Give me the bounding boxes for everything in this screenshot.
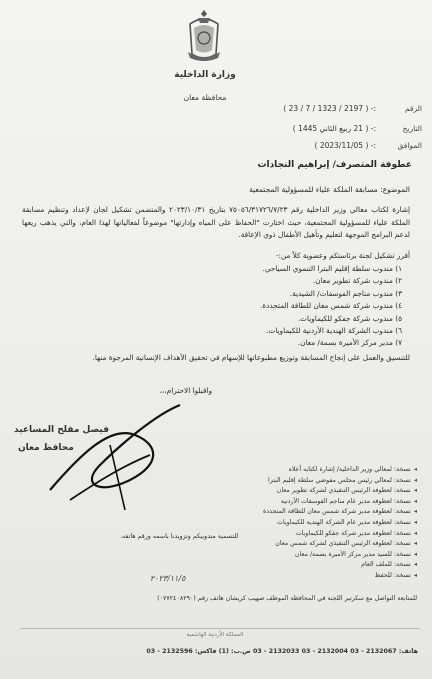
- copy-item: [263, 539, 417, 550]
- gregorian-date-label: الموافق: [397, 141, 422, 150]
- footer-phones: هاتف: 2132067 - 03 2132004 - 03 2132033 - 03 ص.ب: (1) فاكس: 2132596 - 03: [146, 648, 418, 655]
- copy-text: نسخة: لعطوفة الرئيس التنفيذي لشركة تطوير معان: [276, 487, 411, 495]
- copy-item: [263, 497, 417, 508]
- committee-intro: أقرر تشكيل لجنة برئاستكم وعضوية كلاً من:-: [275, 251, 410, 260]
- copy-text: نسخة: لعطوفة مدير شركة جفكو للكيماويات: [295, 529, 411, 537]
- reference-number-label: الرقم: [404, 104, 422, 113]
- copy-item: [263, 465, 417, 476]
- bullet-icon: ◂: [413, 550, 417, 558]
- footer-divider: [20, 628, 420, 629]
- copy-text: نسخة: لعطوفة الرئيس التنفيذي لشركة شمس معان: [275, 540, 411, 548]
- ministry-name: وزارة الداخلية: [174, 70, 236, 80]
- copy-item: [263, 476, 417, 487]
- representatives-list: [260, 263, 402, 350]
- bullet-icon: ◂: [413, 487, 417, 495]
- signatory-name: فيصل مفلح المساعيد: [14, 425, 110, 435]
- hijri-date-row: [293, 124, 422, 133]
- copy-item: [263, 550, 417, 561]
- addressee: عطوفة المتصرف/ إبراهيم النجادات: [257, 160, 412, 170]
- list-item: ٦) مندوب الشركة الهندية الأردنية للكيماويات.: [266, 326, 402, 336]
- list-item: ٤) مندوب شركة شمس معان للطاقة المتجددة.: [259, 301, 402, 311]
- copies-list: [263, 465, 417, 582]
- bullet-icon: ◂: [413, 476, 417, 484]
- coat-of-arms-icon: [184, 8, 224, 68]
- closing-paragraph: للتنسيق والعمل على إنجاح المسابقة وتوزيع مطبوعاتها للإسهام في تحقيق الأهداف الإنسانية المرجوة منها.: [92, 353, 410, 362]
- copy-item: [263, 571, 417, 582]
- gregorian-date-value: :- ( 2023/11/05 ): [314, 141, 376, 150]
- copy-item: [263, 560, 417, 571]
- gregorian-date-row: [315, 141, 422, 150]
- list-item: ٥) مندوب شركة جفكو للكيماويات.: [297, 313, 402, 323]
- footer-country: المملكة الأردنية الهاشمية: [186, 632, 244, 638]
- bullet-icon: ◂: [413, 540, 417, 548]
- subject-line: الموضوع: مسابقة الملكة علياء للمسؤولية المجتمعية: [249, 185, 410, 194]
- regards-line: واقبلوا الاحترام،،،: [159, 386, 212, 395]
- hijri-date-value: :- ( 21 ربيع الثاني 1445 ): [292, 124, 376, 133]
- copy-text: نسخة: لعطوفة مدير عام مناجم الفوسفات الأردنية: [280, 497, 411, 505]
- handwritten-date: ٢٠٢٣/١١/٥: [150, 574, 186, 583]
- body-paragraph: إشارة لكتاب معالي وزير الداخلية رقم ٧٥٠٥٦/٣١٧٢٦/٧/٢٣ بتاريخ ٢٠٢٣/١٠/٣١ والمتضمن تشكيل لجان لإعداد وتنظيم مسابقة الملكة علياء للمسؤولية المجتمعية، حيث اختارت "الحفاظ على المياه وإدارتها" موضوعاً لفعالياتها لهذا العام، والتي يذهب ريعها لدعم البرامج الموجهة لتعليم وتأهيل الأطفال ذوي الإعاقة.: [22, 205, 410, 239]
- copy-text: نسخة: لعطوفة مدير شركة شمس معان للطاقة المتجددة: [263, 508, 411, 516]
- copy-item: [263, 529, 417, 540]
- list-item: ١) مندوب سلطة إقليم البترا التنموي السياحي.: [262, 264, 402, 273]
- list-item: ٢) مندوب شركة تطوير معان.: [312, 276, 402, 286]
- handwritten-signature-icon: [40, 395, 190, 515]
- copy-item: [263, 486, 417, 497]
- hijri-date-label: التاريخ: [402, 124, 422, 133]
- bullet-icon: ◂: [413, 529, 417, 537]
- copy-text: نسخة: لمعالي وزير الداخلية/ إشارة لكتابه أعلاه: [288, 466, 411, 473]
- copy-text: نسخة: للحفظ: [374, 571, 411, 579]
- bullet-icon: ◂: [413, 508, 417, 516]
- list-item: ٧) مدير مركز الأميرة بسمة/ معان.: [297, 338, 402, 348]
- bullet-icon: ◂: [413, 571, 417, 579]
- governorate-name: محافظة معان: [183, 93, 227, 102]
- copy-text: نسخة: لعطوفة مدير عام الشركة الهندية للكيماويات: [277, 518, 411, 526]
- copy-text: نسخة: لمعالي رئيس مجلس مفوضي سلطة إقليم البترا: [267, 476, 411, 484]
- signatory-title: محافظ معان: [18, 443, 74, 453]
- copies-note: للتسمية مندوبيكم وتزويدنا باسمه ورقم هاتفه.: [120, 533, 239, 540]
- footer-contacts: [22, 648, 418, 655]
- reference-number-value: :- ( 2197 / 1323 / 7 / 23 ): [283, 104, 376, 113]
- copy-item: [263, 507, 417, 518]
- list-item: ٣) مندوب مناجم الفوسفات/ الشيدية.: [289, 288, 402, 298]
- bullet-icon: ◂: [413, 518, 417, 526]
- bullet-icon: ◂: [413, 561, 417, 569]
- copy-text: نسخة: للسيد مدير مركز الأميرة بسمة/ معان: [294, 550, 411, 558]
- copy-item: [263, 518, 417, 529]
- bullet-icon: ◂: [413, 497, 417, 505]
- reference-number-row: [283, 104, 422, 113]
- followup-note: للمتابعة التواصل مع سكرتير اللجنة في المحافظة الموظف صهيب كريشان هاتف رقم (٠٧٧٢٤٠٨٢٩٠): [157, 595, 417, 602]
- copy-text: نسخة: للملف العام: [361, 561, 411, 569]
- bullet-icon: ◂: [413, 466, 417, 473]
